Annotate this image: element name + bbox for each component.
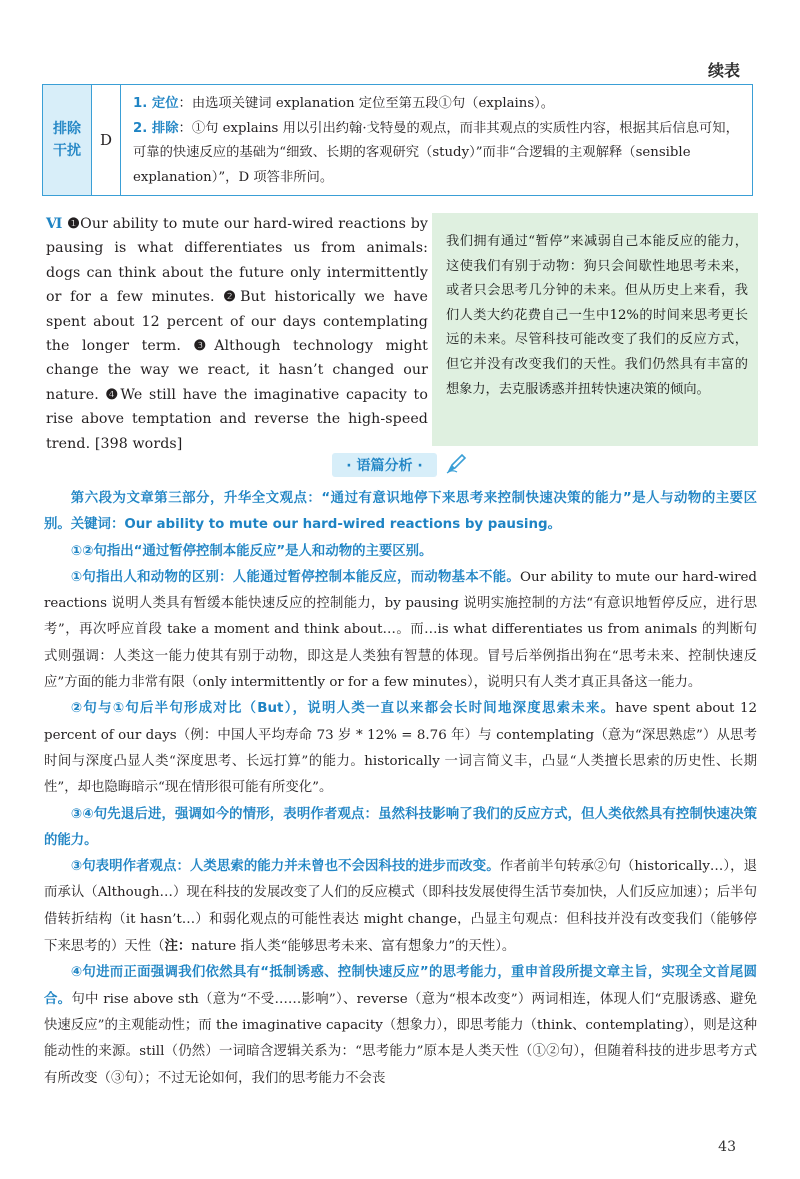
analysis-p3-highlight: ①句指出人和动物的区别：人能通过暂停控制本能反应，而动物基本不能。 bbox=[70, 569, 521, 585]
english-passage bbox=[46, 212, 428, 456]
sentence-1: Our ability to mute our hard-wired reactions by pausing is what differentiates us from animals: dogs can think about the future only intermittently or for a few minutes. bbox=[46, 216, 428, 306]
sentence-3: Although technology might change the way we react, it hasn’t changed our nature. bbox=[46, 338, 428, 403]
sentence-3-marker: ❸ bbox=[193, 338, 215, 355]
analysis-p7-text: 句中 rise above sth（意为“不受……影响”）、reverse（意为“根本改变”）两词相连，体现人们“克服诱惑、避免快速反应”的主观能动性；而 the imaginative capacity（想象力），即思考能力（think、contemplating），则是这种能动性的来源。still（仍然）一词暗含逻辑关系为：“思考能力”原本是人类天性（①②句），但随着科技的进步思考方式有所改变（③句）；不过无论如何，我们的思考能力不会丧 bbox=[44, 991, 758, 1086]
analysis-p4-highlight: ②句与①句后半句形成对比（But），说明人类一直以来都会长时间地深度思索未来。 bbox=[70, 701, 616, 717]
paragraph-number: Ⅵ bbox=[46, 216, 63, 232]
line2-label: 2. 排除 bbox=[133, 120, 179, 136]
table-answer-cell bbox=[92, 85, 121, 195]
sentence-2: But historically we have spent about 12 percent of our days contemplating the longer term. bbox=[46, 289, 428, 355]
continued-label: 续表 bbox=[707, 61, 740, 80]
analysis-p1-highlight: 第六段为文章第三部分，升华全文观点：“通过有意识地停下来思考来控制快速决策的能力”是人与动物的主要区别。关键词：Our ability to mute our hard-wired reactions by pausing。 bbox=[44, 491, 757, 533]
table-category: 排除干扰 bbox=[53, 121, 81, 159]
sentence-1-marker: ❶ bbox=[67, 216, 81, 232]
option-analysis-table bbox=[42, 84, 753, 196]
analysis-p2-highlight: ①②句指出“通过暂停控制本能反应”是人和动物的主要区别。 bbox=[70, 543, 433, 559]
analysis-p3-text: Our ability to mute our hard-wired reactions 说明人类具有暂缓本能快速反应的控制能力，by pausing 说明实施控制的方法“有意识地暂停反应，进行思考”，再次呼应首段 take a moment and think about…。而…is what differentiates us from animals 的判断句式则强调：人类这一能力使其有别于动物，即这是人类独有智慧的体现。冒号后举例指出狗在“思考未来、控制快速反应”方面的能力非常有限（only intermittently or for a few minutes），说明只有人类才真正具备这一能力。 bbox=[44, 569, 757, 691]
analysis-p6-highlight: ③句表明作者观点：人类思索的能力并未曾也不会因科技的进步而改变。 bbox=[70, 859, 500, 875]
table-category-cell bbox=[43, 85, 92, 195]
chinese-translation: 我们拥有通过“暂停”来减弱自己本能反应的能力，这使我们有别于动物：狗只会间歇性地思考未来，或者只会思考几分钟的未来。但从历史上来看，我们人类大约花费自己一生中12%的时间来思考更长远的未来。尽管科技可能改变了我们的反应方式，但它并没有改变我们的天性。我们仍然具有丰富的想象力，去克服诱惑并扭转快速决策的倾向。 bbox=[432, 213, 758, 446]
analysis-paragraph-3 bbox=[44, 565, 757, 696]
analysis-paragraph-4 bbox=[44, 696, 757, 801]
analysis-paragraph-7 bbox=[44, 960, 757, 1091]
sentence-4: We still have the imaginative capacity to rise above temptation and reverse the high-speed trend. [398 words] bbox=[46, 386, 428, 452]
pen-icon bbox=[446, 452, 468, 478]
table-line-1 bbox=[133, 92, 742, 117]
line2-text: ：①句 explains 用以引出约翰·戈特曼的观点，而非其观点的实质性内容，根据其后信息可知，可靠的快速反应的基础为“细致、长期的客观研究（study）”而非“合逻辑的主观解释（sensible explanation）”，D 项答非所问。 bbox=[133, 120, 739, 185]
analysis-p7-highlight: ④句进而正面强调我们依然具有“抵制诱惑、控制快速反应”的思考能力，重申首段所提文章主旨，实现全文首尾圆合。 bbox=[44, 965, 757, 1007]
sentence-2-marker: ❷ bbox=[223, 289, 241, 306]
table-explanation bbox=[121, 85, 752, 195]
analysis-p6-text-b: nature 指人类“能够思考未来、富有想象力”的天性）。 bbox=[191, 939, 516, 955]
analysis-paragraph-5 bbox=[44, 802, 757, 855]
table-answer: D bbox=[99, 131, 113, 149]
analysis-p4-text: have spent about 12 percent of our days（例：中国人平均寿命 73 岁 * 12% = 8.76 年）与 contemplating（意为“深思熟虑”）从思考时间与深度凸显人类“深度思考、长远打算”的能力。historically 一词言简义丰，凸显“人类擅长思索的历史性、长期性”，却也隐晦暗示“现在情形很可能有所变化”。 bbox=[44, 701, 757, 796]
section-title-text: · 语篇分析 · bbox=[332, 453, 436, 477]
analysis-p6-note-label: 注： bbox=[164, 938, 192, 955]
analysis-paragraph-2 bbox=[44, 539, 757, 565]
line1-text: ：由选项关键词 explanation 定位至第五段①句（explains）。 bbox=[178, 96, 555, 111]
analysis-paragraph-6 bbox=[44, 854, 757, 960]
section-title bbox=[0, 452, 800, 478]
analysis-p6-text-a: 作者前半句转承②句（historically…），退而承认（Although…）现在科技的发展改变了人们的反应模式（即科技发展使得生活节奏加快，人们反应加速）；后半句借转折结构（it hasn’t…）和弱化观点的可能性表达 might change，凸显主句观点：但科技并没有改变我们（能够停下来思考的）天性（ bbox=[44, 859, 757, 955]
line1-label: 1. 定位 bbox=[133, 96, 179, 111]
discourse-analysis bbox=[44, 486, 757, 1092]
page-number: 43 bbox=[718, 1139, 736, 1155]
analysis-p5-highlight: ③④句先退后进，强调如今的情形，表明作者观点：虽然科技影响了我们的反应方式，但人类依然具有控制快速决策的能力。 bbox=[44, 806, 757, 848]
sentence-4-marker: ❹ bbox=[105, 386, 121, 403]
analysis-paragraph-1 bbox=[44, 486, 757, 539]
table-line-2 bbox=[133, 117, 742, 191]
